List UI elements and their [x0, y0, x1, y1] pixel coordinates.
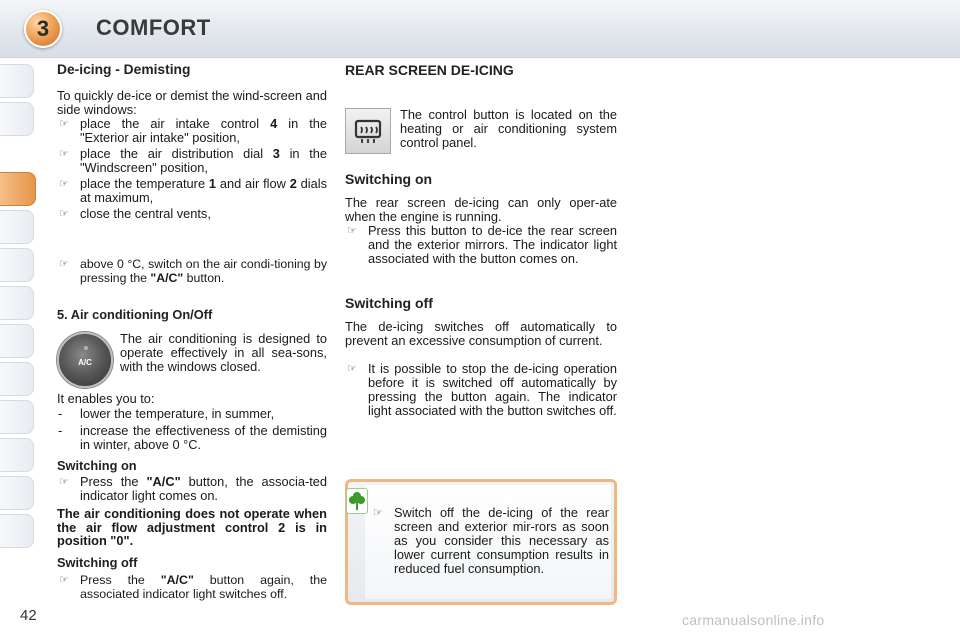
- pointing-hand-icon: ☞: [347, 225, 357, 237]
- dash-item: - lower the temperature, in summer,: [58, 406, 275, 421]
- eco-tip-box: [345, 479, 617, 605]
- bullet-above-zero: ☞ above 0 °C, switch on the air condi-tioning by pressing the "A/C" button.: [59, 257, 327, 285]
- rear-screen-title: REAR SCREEN DE-ICING: [345, 62, 514, 78]
- rear-defrost-icon: [346, 109, 390, 153]
- left-switching-off-title: Switching off: [57, 555, 138, 570]
- bullet-stop-defrost: ☞ It is possible to stop the de-icing operation before it is switched off automatically by pressing the button again. The indicator light associated with the button switches off.: [347, 361, 617, 418]
- chapter-tab[interactable]: [0, 102, 34, 136]
- pointing-hand-icon: ☞: [59, 476, 69, 488]
- chapter-tab[interactable]: [0, 476, 34, 510]
- ac-knob-icon: [57, 332, 113, 388]
- enables-intro: It enables you to:: [57, 391, 155, 406]
- ac-knob-label: A/C: [78, 358, 92, 367]
- page-number: 42: [20, 607, 37, 624]
- chapter-tab[interactable]: [0, 64, 34, 98]
- bullet-air-distribution: ☞ place the air distribution dial 3 in the "Windscreen" position,: [59, 146, 327, 175]
- chapter-tab-rail: [0, 64, 36, 576]
- right-switching-off-text: The de-icing switches off automatically to prevent an excessive consumption of current.: [345, 319, 617, 348]
- rear-defrost-button-icon: [345, 108, 391, 154]
- pointing-hand-icon: ☞: [59, 178, 69, 190]
- clover-icon: [346, 488, 368, 514]
- eco-tip-text: ☞ Switch off the de-icing of the rear screen and exterior mir-rors as soon as you consider this necessary as lower current consumption results in reduced fuel consumption.: [373, 505, 609, 576]
- deicing-title: De-icing - Demisting: [57, 62, 191, 77]
- deicing-intro: To quickly de-ice or demist the wind-screen and side windows:: [57, 88, 327, 117]
- right-switching-on-title: Switching on: [345, 171, 433, 187]
- chapter-tab[interactable]: [0, 400, 34, 434]
- chapter-tab[interactable]: [0, 248, 34, 282]
- ac-description: The air conditioning is designed to operate effectively in all sea-sons, with the windows closed.: [120, 331, 327, 374]
- watermark-text: carmanualsonline.info: [682, 612, 825, 628]
- ac-indicator-led: [84, 346, 88, 350]
- right-switching-on-text: The rear screen de-icing can only oper-ate when the engine is running.: [345, 195, 617, 224]
- chapter-tab[interactable]: [0, 286, 34, 320]
- ac-warning: The air conditioning does not operate when the air flow adjustment control 2 is in position "0".: [57, 506, 327, 548]
- pointing-hand-icon: ☞: [59, 208, 69, 220]
- rear-description: The control button is located on the heating or air conditioning system control panel.: [400, 107, 617, 150]
- pointing-hand-icon: ☞: [59, 148, 69, 160]
- pointing-hand-icon: ☞: [59, 118, 69, 130]
- dash-item: - increase the effectiveness of the demisting in winter, above 0 °C.: [58, 423, 327, 452]
- pointing-hand-icon: ☞: [59, 258, 69, 270]
- bullet-air-intake: ☞ place the air intake control 4 in the "Exterior air intake" position,: [59, 116, 327, 145]
- pointing-hand-icon: ☞: [347, 363, 357, 375]
- right-switching-off-title: Switching off: [345, 295, 433, 311]
- bullet-press-defrost: ☞ Press this button to de-ice the rear screen and the exterior mirrors. The indicator light associated with the button comes on.: [347, 223, 617, 266]
- left-switching-on-title: Switching on: [57, 458, 137, 473]
- eco-tip-panel: [365, 485, 611, 599]
- pointing-hand-icon: ☞: [59, 574, 69, 586]
- chapter-title: COMFORT: [96, 15, 211, 40]
- chapter-tab[interactable]: [0, 210, 34, 244]
- chapter-tab-active[interactable]: [0, 172, 36, 206]
- ac-section-title: 5. Air conditioning On/Off: [57, 307, 213, 322]
- chapter-tab[interactable]: [0, 324, 34, 358]
- chapter-tab[interactable]: [0, 514, 34, 548]
- bullet-press-ac-again: ☞ Press the "A/C" button again, the associated indicator light switches off.: [59, 573, 327, 601]
- bullet-temperature: ☞ place the temperature 1 and air flow 2 dials at maximum,: [59, 176, 328, 205]
- pointing-hand-icon: ☞: [373, 507, 383, 519]
- bullet-press-ac: ☞ Press the "A/C" button, the associa-ted indicator light comes on.: [59, 474, 327, 503]
- chapter-tab[interactable]: [0, 362, 34, 396]
- bullet-close-vents: ☞ close the central vents,: [59, 206, 211, 221]
- chapter-tab[interactable]: [0, 438, 34, 472]
- chapter-number-badge: 3: [24, 10, 62, 48]
